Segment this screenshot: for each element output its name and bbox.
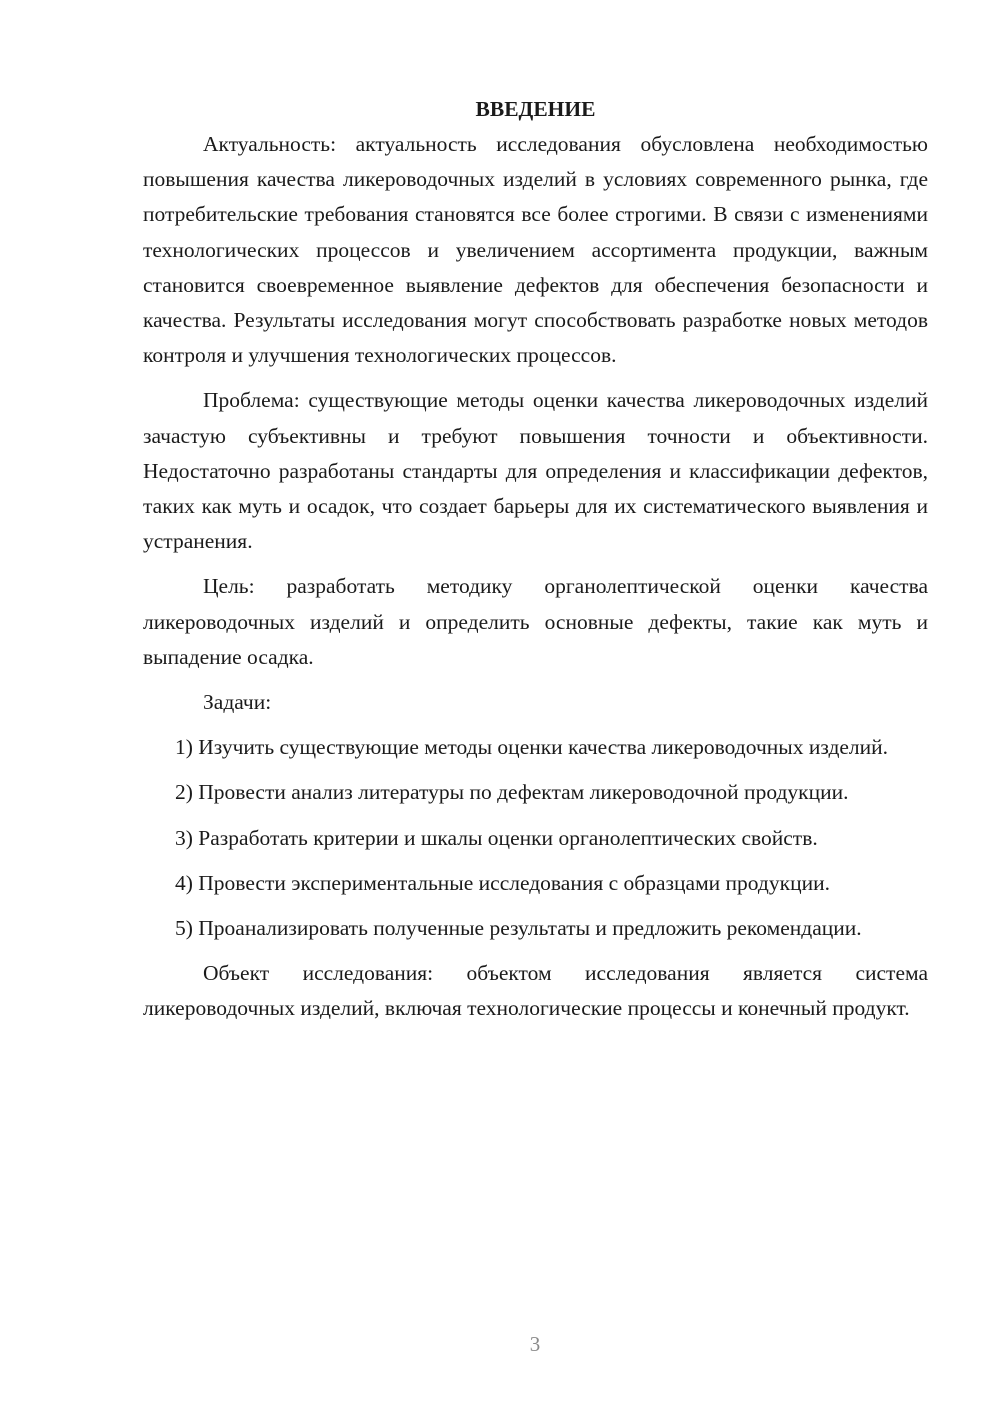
section-heading: ВВЕДЕНИЕ bbox=[475, 97, 596, 121]
task-item-2: 2) Провести анализ литературы по дефектам ликероводочной продукции. bbox=[175, 780, 849, 805]
tasks-label: Задачи: bbox=[203, 690, 272, 715]
task-item-3: 3) Разработать критерии и шкалы оценки органолептических свойств. bbox=[175, 825, 818, 850]
task-item-1: 1) Изучить существующие методы оценки качества ликероводочных изделий. bbox=[175, 735, 889, 760]
page-content bbox=[143, 92, 928, 1027]
page-number: 3 bbox=[529, 1332, 541, 1356]
paragraph-object: Объект исследования: объектом исследования является система ликероводочных изделий, включая технологические процессы и конечный продукт. bbox=[143, 961, 928, 1021]
task-item-5: 5) Проанализировать полученные результаты и предложить рекомендации. bbox=[175, 916, 862, 941]
paragraph-problem: Проблема: существующие методы оценки качества ликероводочных изделий зачастую субъективны и требуют повышения точности и объективности. Недостаточно разработаны стандарты для определения и классификации дефектов, таких как муть и осадок, что создает барьеры для их систематического выявления и устранения. bbox=[143, 388, 928, 554]
paragraph-goal: Цель: разработать методику органолептической оценки качества ликероводочных изделий и определить основные дефекты, такие как муть и выпадение осадка. bbox=[143, 574, 928, 669]
task-item-4: 4) Провести экспериментальные исследования с образцами продукции. bbox=[175, 870, 830, 895]
paragraph-relevance: Актуальность: актуальность исследования обусловлена необходимостью повышения качества ликероводочных изделий в условиях современного рынка, где потребительские требования становятся все более строгими. В связи с изменениями технологических процессов и увеличением ассортимента продукции, важным становится своевременное выявление дефектов для обеспечения безопасности и качества. Результаты исследования могут способствовать разработке новых методов контроля и улучшения технологических процессов. bbox=[143, 132, 928, 368]
